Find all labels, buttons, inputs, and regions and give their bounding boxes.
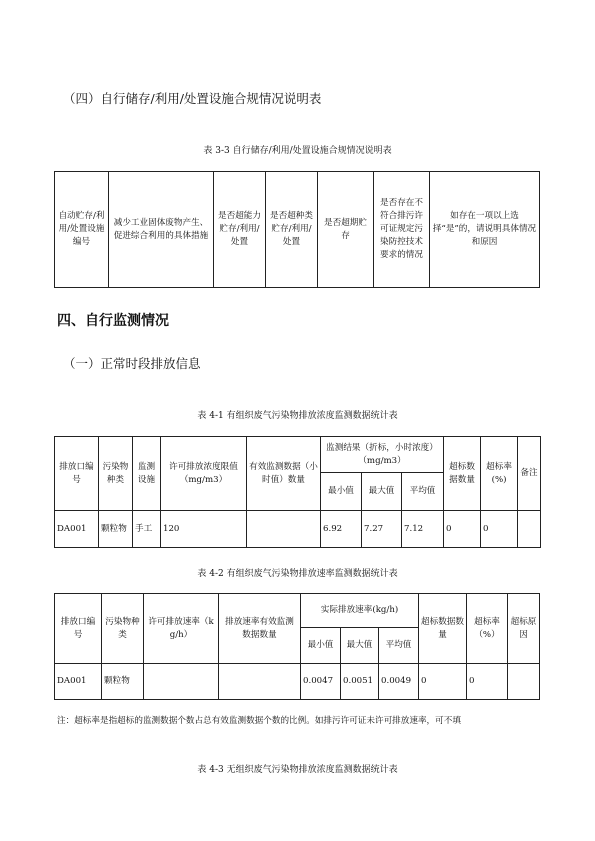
t42-cell-exceed-count: 0 <box>419 664 467 700</box>
table-3-3 <box>54 171 540 288</box>
t42-cell-limit <box>144 664 219 700</box>
t42-header-valid-count: 排放速率有效监测数据数量 <box>219 594 301 664</box>
table-4-2-caption: 表 4-2 有组织废气污染物排放速率监测数据统计表 <box>197 569 398 579</box>
t41-cell-pollutant: 颗粒物 <box>99 511 133 548</box>
t41-header-avg: 平均值 <box>402 473 444 511</box>
t41-header-remark: 备注 <box>518 437 541 511</box>
t41-cell-limit: 120 <box>161 511 247 548</box>
table-row <box>55 664 540 700</box>
t41-header-outlet: 排放口编号 <box>55 437 99 511</box>
t41-cell-remark <box>518 511 541 548</box>
table-4-1-caption: 表 4-1 有组织废气污染物排放浓度监测数据统计表 <box>197 411 398 421</box>
t42-header-exceed-count: 超标数据数量 <box>419 594 467 664</box>
t42-header-actual: 实际排放速率(kg/h) <box>301 594 419 628</box>
t42-cell-avg: 0.0049 <box>379 664 419 700</box>
section-normal-title: （一）正常时段排放信息 <box>63 356 201 371</box>
t42-header-avg: 平均值 <box>379 628 419 664</box>
t42-header-min: 最小值 <box>301 628 341 664</box>
t41-header-min: 最小值 <box>321 473 362 511</box>
t41-header-result: 监测结果（折标，小时浓度）（mg/m3） <box>321 437 444 473</box>
header-noncompliance: 是否存在不符合排污许可证规定污染防控技术要求的情况 <box>374 172 430 288</box>
table-row <box>55 511 541 548</box>
t42-cell-reason <box>508 664 540 700</box>
header-measures: 减少工业固体废物产生、促进综合利用的具体措施 <box>109 172 214 288</box>
header-over-period: 是否超期贮存 <box>318 172 374 288</box>
t42-header-max: 最大值 <box>341 628 379 664</box>
table-4-3-caption: 表 4-3 无组织废气污染物排放浓度监测数据统计表 <box>197 765 398 775</box>
t41-cell-max: 7.27 <box>362 511 402 548</box>
t41-cell-avg: 7.12 <box>402 511 444 548</box>
t41-cell-outlet: DA001 <box>55 511 99 548</box>
t41-header-exceed-rate: 超标率(%) <box>481 437 518 511</box>
t41-cell-facility: 手工 <box>133 511 161 548</box>
header-over-capacity: 是否超能力贮存/利用/处置 <box>214 172 266 288</box>
t41-header-pollutant: 污染物种类 <box>99 437 133 511</box>
header-facility-id: 自动贮存/利用/处置设施编号 <box>55 172 109 288</box>
table-4-2 <box>54 593 540 700</box>
t42-cell-pollutant: 颗粒物 <box>102 664 144 700</box>
section-monitoring-title: 四、自行监测情况 <box>57 313 169 329</box>
t42-cell-valid-count <box>219 664 301 700</box>
footnote: 注：超标率是指超标的监测数据个数占总有效监测数据个数的比例。如排污许可证未许可排放速率，可不填 <box>57 716 461 726</box>
t42-cell-min: 0.0047 <box>301 664 341 700</box>
t42-header-outlet: 排放口编号 <box>55 594 102 664</box>
t41-cell-exceed-count: 0 <box>444 511 481 548</box>
table-4-1 <box>54 436 541 548</box>
t42-header-pollutant: 污染物种类 <box>102 594 144 664</box>
t41-header-exceed-count: 超标数据数量 <box>444 437 481 511</box>
t42-cell-max: 0.0051 <box>341 664 379 700</box>
t41-cell-valid-count <box>247 511 321 548</box>
table-3-3-caption: 表 3-3 自行储存/利用/处置设施合规情况说明表 <box>203 146 392 156</box>
t42-header-reason: 超标原因 <box>508 594 540 664</box>
t41-header-facility: 监测设施 <box>133 437 161 511</box>
header-over-type: 是否超种类贮存/利用/处置 <box>266 172 318 288</box>
t42-cell-outlet: DA001 <box>55 664 102 700</box>
t41-header-limit: 许可排放浓度限值（mg/m3） <box>161 437 247 511</box>
t41-cell-min: 6.92 <box>321 511 362 548</box>
t41-cell-exceed-rate: 0 <box>481 511 518 548</box>
t41-header-max: 最大值 <box>362 473 402 511</box>
t41-header-valid-count: 有效监测数据（小时值）数量 <box>247 437 321 511</box>
t42-header-exceed-rate: 超标率（%） <box>467 594 508 664</box>
section-storage-title: （四）自行储存/利用/处置设施合规情况说明表 <box>63 91 322 106</box>
header-explanation: 如存在一项以上选择“是”的，请说明具体情况和原因 <box>430 172 540 288</box>
t42-cell-exceed-rate: 0 <box>467 664 508 700</box>
t42-header-limit: 许可排放速率（kg/h） <box>144 594 219 664</box>
